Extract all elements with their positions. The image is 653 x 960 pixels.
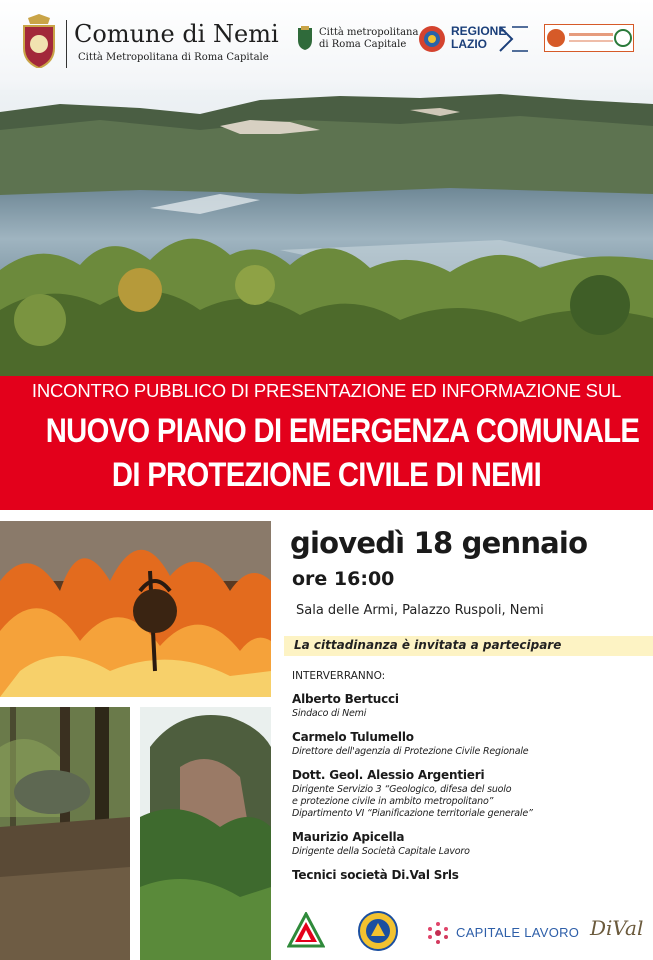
comune-name: Comune di Nemi [74,20,279,48]
association-logo [544,24,634,52]
event-time: ore 16:00 [292,568,395,590]
header-divider [66,20,67,68]
banner-subtitle: INCONTRO PUBBLICO DI PRESENTAZIONE ED INFORMAZIONE SUL [31,380,622,401]
lake-landscape-photo [0,90,653,380]
protezione-civile-triangle-icon [287,912,325,950]
speaker-role: Dirigente della Società Capitale Lavoro [292,846,470,857]
rocky-hillside-photo [140,707,271,960]
speaker-name: Alberto Bertucci [292,692,399,706]
speaker-role: Dirigente Servizio 3 “Geologico, difesa del suolo [292,784,512,795]
capitale-lavoro-label: CAPITALE LAVORO [456,925,580,940]
banner-title-line2: DI PROTEZIONE CIVILE DI NEMI [111,456,542,494]
regione-lazio-line1: REGIONE [451,24,507,38]
speakers-heading: INTERVERRANNO: [292,670,386,682]
association-emblem-icon [545,25,633,51]
speaker-role: e protezione civile in ambito metropolitano” [292,796,494,807]
protezione-civile-lazio-emblem-icon [358,911,398,951]
speaker-name: Tecnici società Di.Val Srls [292,868,459,882]
comune-subtitle: Città Metropolitana di Roma Capitale [78,52,269,63]
regione-lazio-chevron-icon [498,25,530,53]
event-date: giovedì 18 gennaio [290,526,588,560]
citta-metropolitana-label [319,27,418,51]
nemi-crest-icon [20,14,58,68]
speaker-role: Dipartimento VI “Pianificazione territoriale generale” [292,808,533,819]
event-venue: Sala delle Armi, Palazzo Ruspoli, Nemi [296,603,544,618]
speaker-role: Sindaco di Nemi [292,708,367,719]
citta-metropolitana-line2: di Roma Capitale [319,39,407,50]
regione-lazio-line2: LAZIO [451,37,487,51]
speaker-role: Direttore dell'agenzia di Protezione Civile Regionale [292,746,529,757]
invite-text: La cittadinanza è invitata a partecipare [294,638,562,652]
citta-metropolitana-emblem-icon [296,26,314,50]
speaker-name: Dott. Geol. Alessio Argentieri [292,768,485,782]
citta-metropolitana-line1: Città metropolitana [319,27,419,38]
speaker-name: Carmelo Tulumello [292,730,414,744]
capitale-lavoro-dots-icon [426,921,450,945]
regione-lazio-emblem-icon [418,25,446,53]
dival-logo: DiVal [590,916,644,940]
wildfire-photo [0,521,271,697]
speaker-name: Maurizio Apicella [292,830,405,844]
forest-rock-photo [0,707,130,960]
banner-title-line1: NUOVO PIANO DI EMERGENZA COMUNALE [45,412,640,450]
